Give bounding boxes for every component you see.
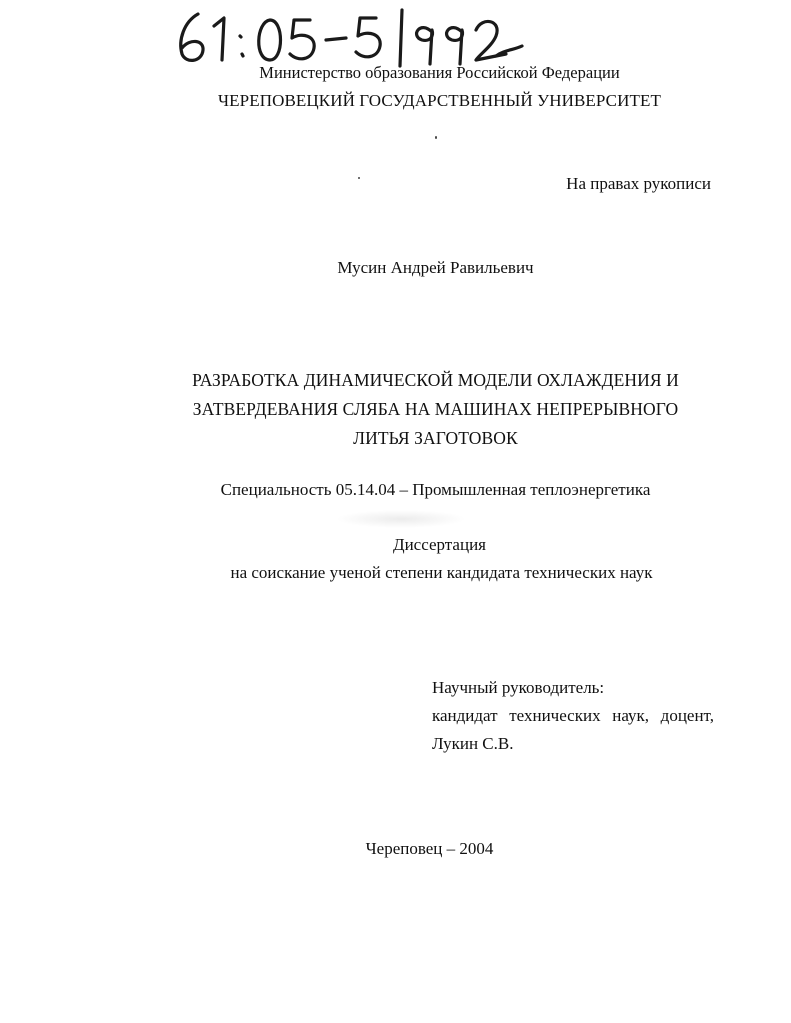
manuscript-rights-note: На правах рукописи [566,174,711,193]
supervisor-rank-word: наук, [612,706,650,725]
title-line-1: РАЗРАБОТКА ДИНАМИЧЕСКОЙ МОДЕЛИ ОХЛАЖДЕНИЯ И [192,370,679,390]
title-line-2: ЗАТВЕРДЕВАНИЯ СЛЯБА НА МАШИНАХ НЕПРЕРЫВНОГО [192,399,679,419]
ministry-line: Министерство образования Российской Федерации [259,63,620,82]
degree-line: на соискание ученой степени кандидата технических наук [230,563,653,582]
supervisor-rank [432,702,714,730]
supervisor-rank-word: технических [509,706,601,725]
handwritten-code-drawing [170,6,530,68]
university-name: ЧЕРЕПОВЕЦКИЙ ГОСУДАРСТВЕННЫЙ УНИВЕРСИТЕТ [218,91,661,110]
specialty-line: Специальность 05.14.04 – Промышленная теплоэнергетика [220,480,651,499]
city-year: Череповец – 2004 [365,839,494,858]
supervisor-block [432,674,714,758]
dissertation-title [40,366,791,453]
paper-speck [358,177,360,179]
title-line-3: ЛИТЬЯ ЗАГОТОВОК [353,428,518,448]
supervisor-heading: Научный руководитель: [432,678,605,697]
paper-speck [435,136,437,139]
supervisor-name: Лукин С.В. [432,734,514,753]
faint-stamp-smudge [336,510,466,528]
dissertation-type: Диссертация [392,535,486,554]
supervisor-rank-word: доцент, [660,706,714,725]
author-name: Мусин Андрей Равильевич [337,258,534,277]
handwritten-archive-code [170,6,530,68]
supervisor-rank-word: кандидат [432,706,498,725]
